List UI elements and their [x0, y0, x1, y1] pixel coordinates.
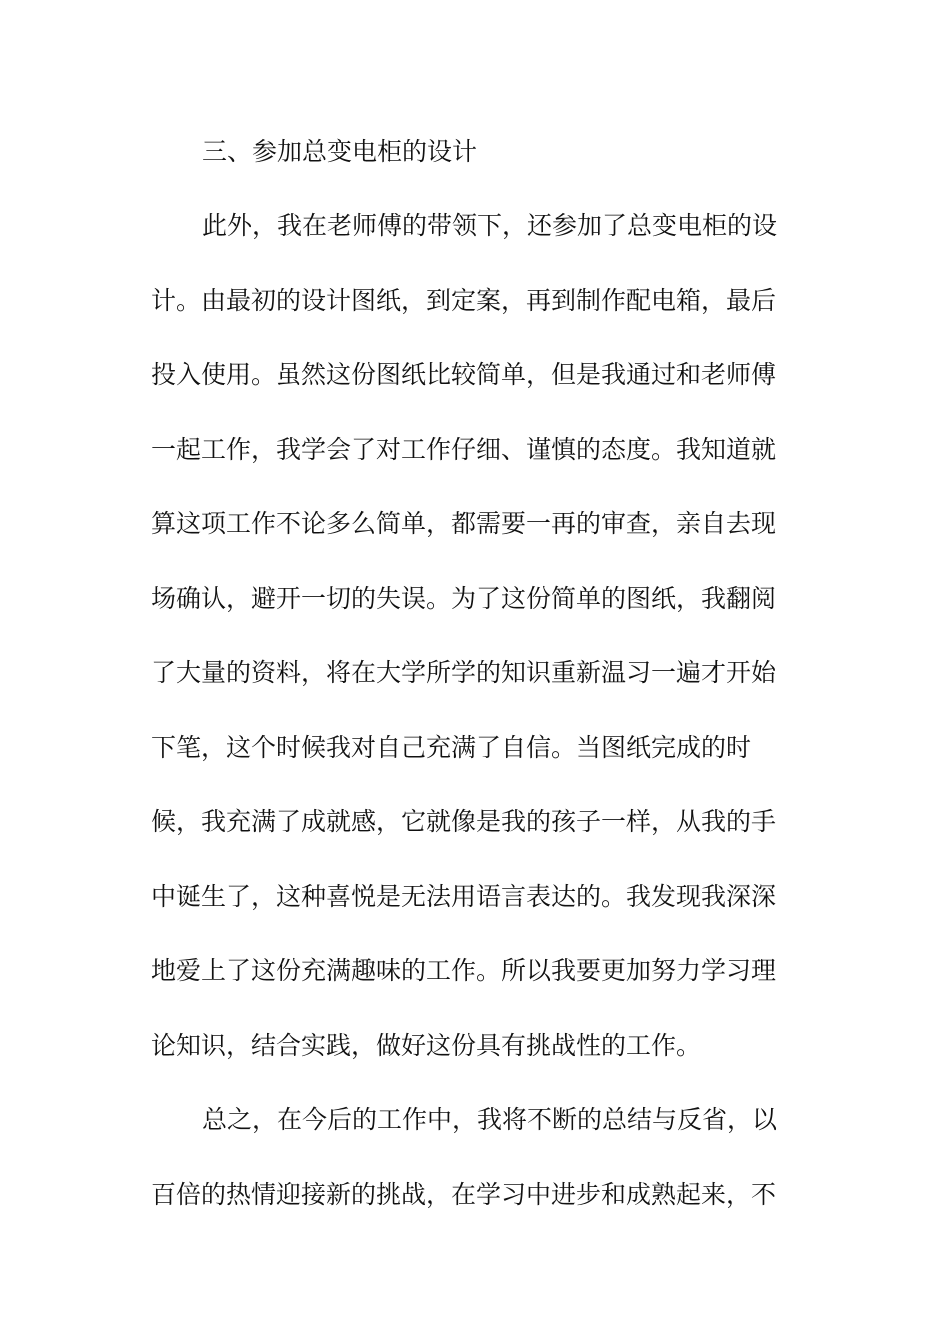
paragraph-line: 论知识，结合实践，做好这份具有挑战性的工作。	[151, 1031, 702, 1060]
paragraph-line: 总之，在今后的工作中，我将不断的总结与反省，以	[202, 1105, 778, 1134]
paragraph-line: 算这项工作不论多么简单，都需要一再的审查，亲自去现	[151, 509, 777, 538]
paragraph-line: 计。由最初的设计图纸，到定案，再到制作配电箱，最后	[151, 286, 777, 315]
paragraph-line: 此外，我在老师傅的带领下，还参加了总变电柜的设	[202, 211, 778, 240]
paragraph-line: 了大量的资料，将在大学所学的知识重新温习一遍才开始	[151, 658, 777, 687]
section-heading: 三、参加总变电柜的设计	[202, 137, 478, 166]
paragraph-line: 中诞生了，这种喜悦是无法用语言表达的。我发现我深深	[151, 882, 777, 911]
paragraph-line: 候，我充满了成就感，它就像是我的孩子一样，从我的手	[151, 807, 777, 836]
paragraph-line: 百倍的热情迎接新的挑战，在学习中进步和成熟起来，不	[151, 1180, 777, 1209]
paragraph-line: 一起工作，我学会了对工作仔细、谨慎的态度。我知道就	[151, 435, 777, 464]
paragraph-line: 投入使用。虽然这份图纸比较简单，但是我通过和老师傅	[151, 360, 777, 389]
paragraph-line: 地爱上了这份充满趣味的工作。所以我要更加努力学习理	[151, 956, 777, 985]
paragraph-line: 场确认，避开一切的失误。为了这份简单的图纸，我翻阅	[151, 584, 777, 613]
paragraph-line: 下笔，这个时候我对自己充满了自信。当图纸完成的时	[151, 733, 752, 762]
